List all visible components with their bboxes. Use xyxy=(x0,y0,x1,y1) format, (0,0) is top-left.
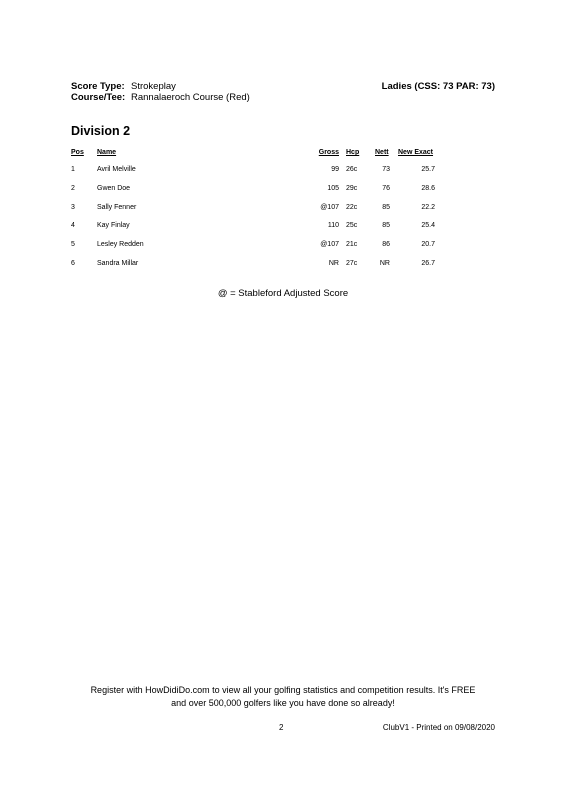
footer-line-1: Register with HowDidiDo.com to view all your golfing statistics and competition results. It's FREE xyxy=(90,685,476,695)
course-tee-value: Rannalaeroch Course (Red) xyxy=(131,92,250,103)
cell-pos: 2 xyxy=(71,185,75,192)
cell-new-exact: 28.6 xyxy=(421,185,435,192)
cell-pos: 4 xyxy=(71,222,75,229)
cell-nett: 85 xyxy=(382,222,390,229)
cell-pos: 3 xyxy=(71,204,75,211)
cell-new-exact: 25.4 xyxy=(421,222,435,229)
cell-gross: 110 xyxy=(327,222,339,229)
cell-new-exact: 22.2 xyxy=(421,204,435,211)
cell-gross: NR xyxy=(328,260,339,267)
cell-gross: 105 xyxy=(327,185,339,192)
cell-nett: NR xyxy=(379,260,390,267)
column-header-name: Name xyxy=(97,149,117,156)
cell-name: Sally Fenner xyxy=(97,204,137,211)
cell-pos: 5 xyxy=(71,241,75,248)
course-tee-row xyxy=(71,92,250,104)
score-type-label: Score Type: xyxy=(71,81,125,92)
stableford-note: @ = Stableford Adjusted Score xyxy=(217,288,349,299)
cell-nett: 86 xyxy=(382,241,390,248)
cell-hcp: 25c xyxy=(346,222,358,229)
cell-gross: @107 xyxy=(320,241,339,248)
column-header-nett: Nett xyxy=(375,149,389,156)
cell-hcp: 27c xyxy=(346,260,358,267)
cell-name: Avril Melville xyxy=(97,166,136,173)
cell-name: Gwen Doe xyxy=(97,185,131,192)
cell-hcp: 22c xyxy=(346,204,358,211)
cell-new-exact: 25.7 xyxy=(421,166,435,173)
cell-hcp: 29c xyxy=(346,185,358,192)
footer-register-text xyxy=(0,684,566,710)
cell-name: Kay Finlay xyxy=(97,222,130,229)
cell-gross: @107 xyxy=(320,204,339,211)
cell-name: Lesley Redden xyxy=(97,241,144,248)
cell-new-exact: 26.7 xyxy=(421,260,435,267)
page-number: 2 xyxy=(279,723,284,732)
course-tee-label: Course/Tee: xyxy=(71,92,126,103)
ladies-css-par: Ladies (CSS: 73 PAR: 73) xyxy=(381,81,495,92)
cell-pos: 6 xyxy=(71,260,75,267)
column-header-new-exact: New Exact xyxy=(398,149,434,156)
cell-new-exact: 20.7 xyxy=(421,241,435,248)
cell-nett: 76 xyxy=(382,185,390,192)
score-type-value: Strokeplay xyxy=(131,81,176,92)
cell-nett: 73 xyxy=(382,166,390,173)
column-header-hcp: Hcp xyxy=(346,149,360,156)
printed-info: ClubV1 - Printed on 09/08/2020 xyxy=(382,723,495,732)
division-title: Division 2 xyxy=(71,124,131,138)
cell-name: Sandra Millar xyxy=(97,260,139,267)
column-header-gross: Gross xyxy=(318,149,339,156)
cell-pos: 1 xyxy=(71,166,75,173)
footer-line-2: and over 500,000 golfers like you have done so already! xyxy=(171,698,395,708)
cell-gross: 99 xyxy=(331,166,339,173)
cell-hcp: 21c xyxy=(346,241,358,248)
cell-nett: 85 xyxy=(382,204,390,211)
cell-hcp: 26c xyxy=(346,166,358,173)
column-header-pos: Pos xyxy=(71,149,84,156)
